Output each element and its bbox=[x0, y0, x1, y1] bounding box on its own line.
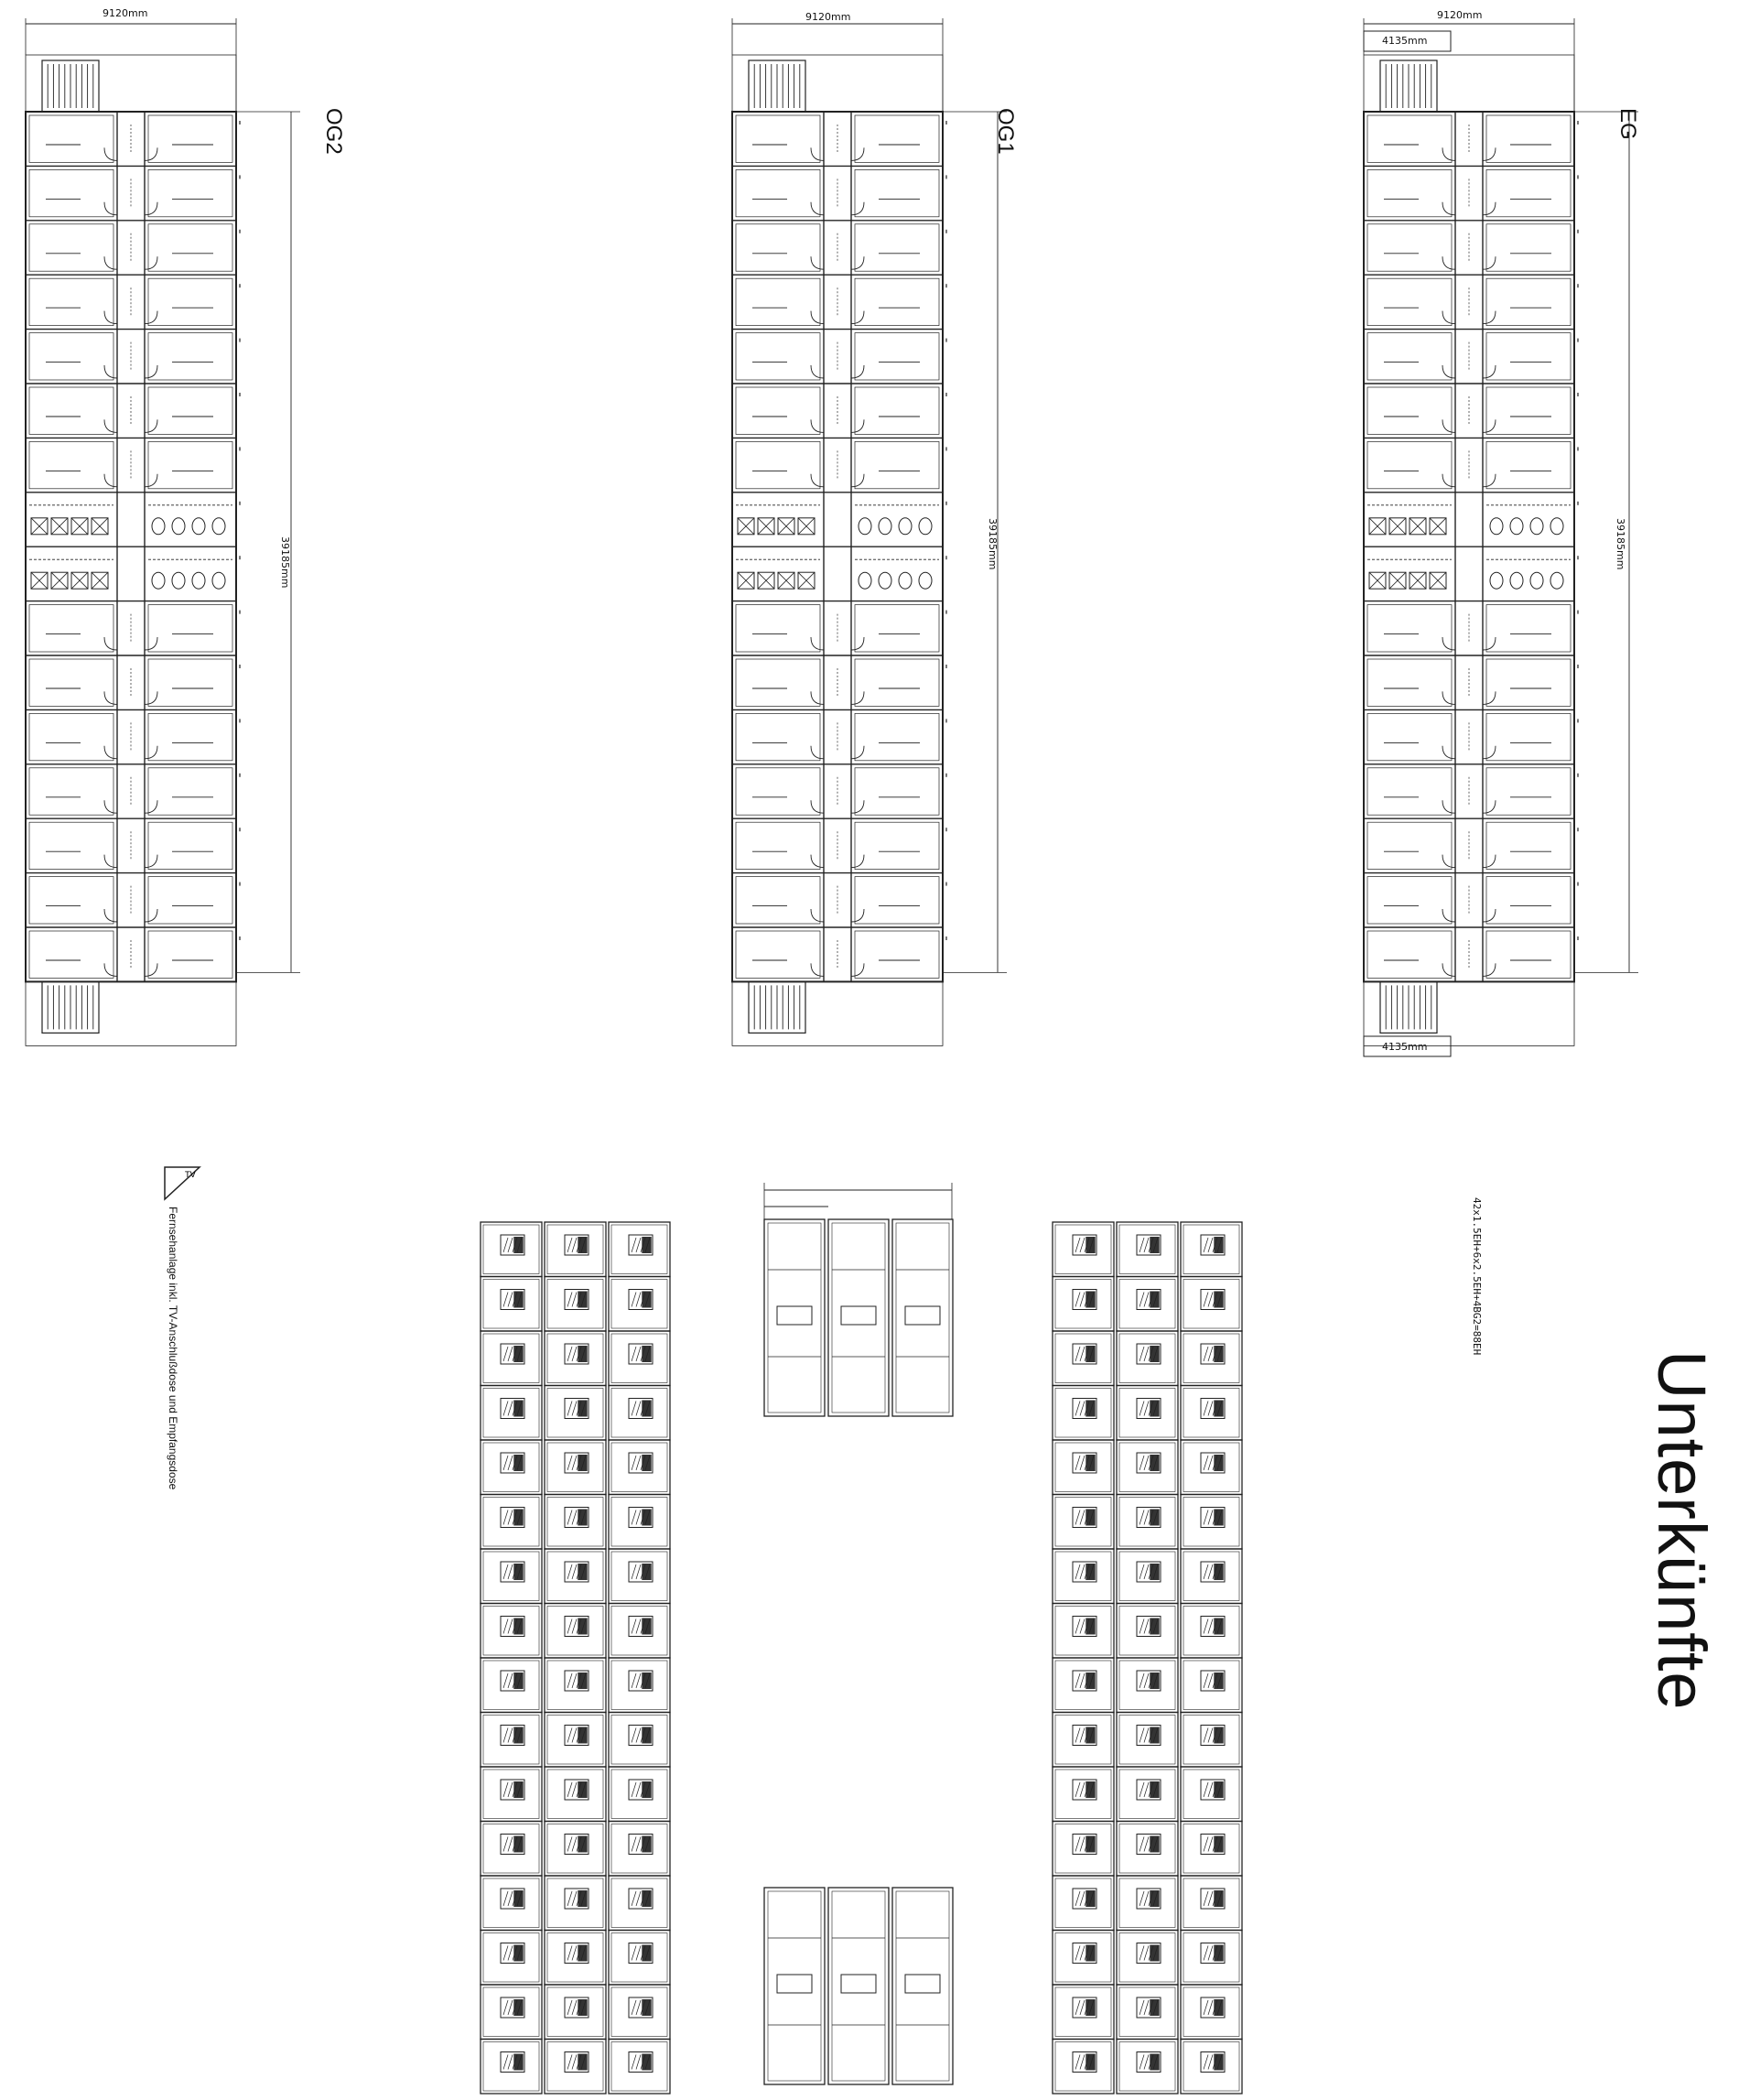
room-row bbox=[732, 493, 946, 535]
room-row bbox=[1364, 166, 1578, 216]
room-row bbox=[732, 818, 946, 869]
end-elevation-bottom bbox=[764, 1888, 953, 2084]
room-row bbox=[1364, 547, 1578, 589]
floor-plan-og1 bbox=[732, 18, 1007, 1045]
room-row bbox=[1364, 873, 1578, 924]
room-row bbox=[26, 927, 240, 978]
room-row bbox=[26, 166, 240, 216]
room-row bbox=[1364, 818, 1578, 869]
room-row bbox=[1364, 493, 1578, 535]
room-row bbox=[732, 384, 946, 434]
room-row bbox=[1364, 275, 1578, 325]
width-dim-eg: 9120mm bbox=[1437, 9, 1483, 21]
room-row bbox=[1364, 112, 1578, 162]
stair-dim-bottom: 4135mm bbox=[1382, 1041, 1428, 1053]
room-row bbox=[1364, 384, 1578, 434]
room-row bbox=[732, 873, 946, 924]
floor-plan-og2 bbox=[26, 18, 300, 1045]
room-row bbox=[26, 547, 240, 589]
room-row bbox=[732, 547, 946, 589]
room-row bbox=[26, 493, 240, 535]
floor-label-og1: OG1 bbox=[993, 108, 1018, 155]
room-row bbox=[1364, 709, 1578, 760]
room-row bbox=[1364, 601, 1578, 652]
room-row bbox=[1364, 330, 1578, 380]
unit-formula: 42x1.5EH+6x2.5EH+4BG2=88EH bbox=[1471, 1197, 1483, 1356]
floor-label-eg: EG bbox=[1615, 108, 1640, 140]
room-row bbox=[732, 927, 946, 978]
length-dim-og2: 39185mm bbox=[279, 536, 291, 589]
elevation-right bbox=[1053, 1222, 1242, 2094]
room-row bbox=[732, 601, 946, 652]
room-row bbox=[732, 112, 946, 162]
width-dim-og2: 9120mm bbox=[103, 7, 148, 19]
room-row bbox=[732, 221, 946, 271]
room-row bbox=[26, 438, 240, 488]
legend-text: Fernsehanlage inkl. TV-Anschlußdose und Empfangsdose bbox=[167, 1207, 179, 1490]
elevation-left bbox=[481, 1222, 670, 2094]
room-row bbox=[1364, 221, 1578, 271]
length-dim-og1: 39185mm bbox=[987, 518, 999, 570]
room-row bbox=[26, 709, 240, 760]
room-row bbox=[732, 330, 946, 380]
room-row bbox=[26, 384, 240, 434]
room-row bbox=[1364, 438, 1578, 488]
room-row bbox=[1364, 764, 1578, 815]
svg-text:TV: TV bbox=[185, 1171, 196, 1180]
room-row bbox=[732, 438, 946, 488]
tv-legend-icon bbox=[165, 1167, 200, 1199]
floor-plan-eg bbox=[1364, 18, 1638, 1056]
room-row bbox=[26, 330, 240, 380]
room-row bbox=[26, 655, 240, 706]
room-row bbox=[26, 221, 240, 271]
length-dim-eg: 39185mm bbox=[1615, 518, 1626, 570]
end-elevation-top bbox=[764, 1183, 953, 1416]
width-dim-og1: 9120mm bbox=[805, 11, 851, 23]
room-row bbox=[26, 764, 240, 815]
room-row bbox=[732, 275, 946, 325]
room-row bbox=[732, 709, 946, 760]
room-row bbox=[1364, 655, 1578, 706]
room-row bbox=[26, 601, 240, 652]
room-row bbox=[1364, 927, 1578, 978]
room-row bbox=[26, 275, 240, 325]
room-row bbox=[26, 818, 240, 869]
stair-dim-top: 4135mm bbox=[1382, 35, 1428, 47]
room-row bbox=[732, 764, 946, 815]
room-row bbox=[732, 655, 946, 706]
room-row bbox=[26, 112, 240, 162]
floor-label-og2: OG2 bbox=[321, 108, 346, 155]
drawing-title: Unterkünfte bbox=[1644, 1350, 1720, 1711]
room-row bbox=[26, 873, 240, 924]
room-row bbox=[732, 166, 946, 216]
